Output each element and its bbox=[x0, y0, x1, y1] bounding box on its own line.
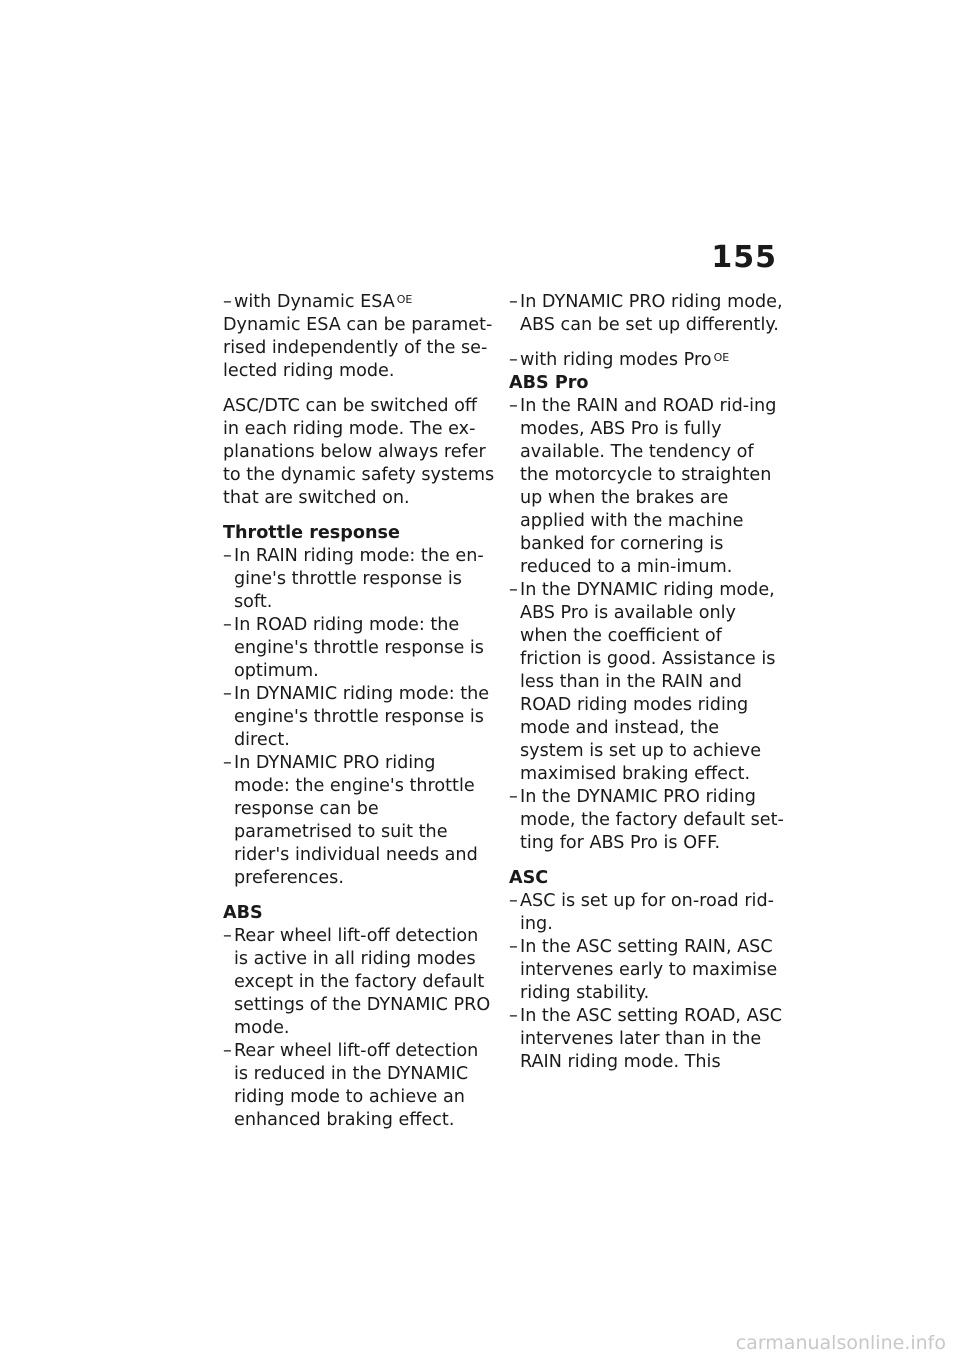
feature-text: with riding modes Pro bbox=[520, 350, 712, 370]
throttle-list bbox=[223, 545, 495, 890]
list-item: – In the ASC setting ROAD, ASC intervenes later than in the RAIN riding mode. This bbox=[509, 1005, 787, 1074]
abs-pro-list bbox=[509, 395, 787, 855]
footer-watermark: carmanualsonline.info bbox=[735, 1332, 946, 1354]
list-item: – Rear wheel lift-off detection is active in all riding modes except in the factory default settings of the DYNAMIC PRO mode. bbox=[223, 925, 495, 1040]
asc-dtc-paragraph: ASC/DTC can be switched off in each riding mode. The ex-planations below always refer to the dynamic safety systems that are switched on. bbox=[223, 396, 495, 508]
feature-line-dynamic-esa bbox=[223, 291, 495, 314]
oe-marker: OE bbox=[713, 351, 730, 364]
list-item: – In DYNAMIC PRO riding mode, ABS can be set up differently. bbox=[509, 291, 787, 337]
heading-asc: ASC bbox=[509, 868, 549, 888]
list-item: – In RAIN riding mode: the en-gine's throttle response is soft. bbox=[223, 545, 495, 614]
list-item: – Rear wheel lift-off detection is reduced in the DYNAMIC riding mode to achieve an enhanced braking effect. bbox=[223, 1040, 495, 1132]
right-column bbox=[509, 291, 787, 1086]
feature-line-riding-modes-pro bbox=[509, 349, 787, 372]
oe-marker: OE bbox=[396, 293, 413, 306]
list-item: – In the DYNAMIC riding mode, ABS Pro is available only when the coefficient of friction is good. Assistance is less than in the RAIN and ROAD riding modes riding mode and instead, the system is set up to achieve maximised braking effect. bbox=[509, 579, 787, 786]
asc-list bbox=[509, 890, 787, 1074]
left-column bbox=[223, 291, 495, 1144]
list-item: – ASC is set up for on-road rid-ing. bbox=[509, 890, 787, 936]
abs-list bbox=[223, 925, 495, 1132]
list-item: – In the RAIN and ROAD rid-ing modes, ABS Pro is fully available. The tendency of the motorcycle to straighten up when the brakes are applied with the machine banked for cornering is reduced to a min-imum. bbox=[509, 395, 787, 579]
page-number: 155 bbox=[711, 240, 777, 275]
list-item: – In DYNAMIC PRO riding mode: the engine's throttle response can be parametrised to suit the rider's individual needs and preferences. bbox=[223, 752, 495, 890]
heading-abs-pro: ABS Pro bbox=[509, 373, 589, 393]
heading-abs: ABS bbox=[223, 903, 263, 923]
list-item: – In the ASC setting RAIN, ASC intervenes early to maximise riding stability. bbox=[509, 936, 787, 1005]
heading-throttle-response: Throttle response bbox=[223, 523, 400, 543]
feature-text: with Dynamic ESA bbox=[234, 292, 395, 312]
list-item: – In ROAD riding mode: the engine's throttle response is optimum. bbox=[223, 614, 495, 683]
esa-paragraph: Dynamic ESA can be paramet-rised independently of the se-lected riding mode. bbox=[223, 315, 493, 381]
list-item: – In the DYNAMIC PRO riding mode, the factory default set-ting for ABS Pro is OFF. bbox=[509, 786, 787, 855]
list-item: – In DYNAMIC riding mode: the engine's throttle response is direct. bbox=[223, 683, 495, 752]
abs-continued-list bbox=[509, 291, 787, 337]
